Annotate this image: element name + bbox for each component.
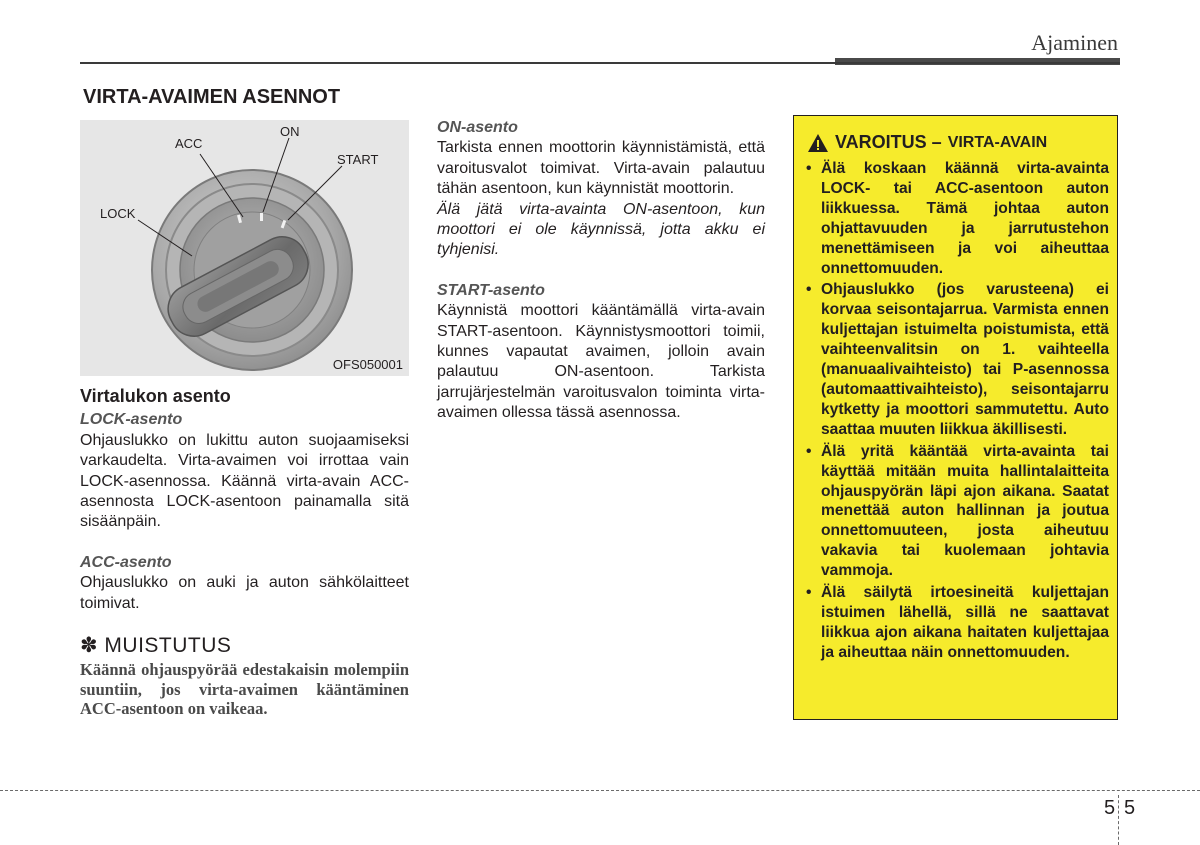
warning-title-sub: VIRTA-AVAIN xyxy=(947,133,1048,151)
warning-triangle-icon xyxy=(807,133,829,153)
acc-position-text: Ohjauslukko on auki ja auton sähkölaitteet toimivat. xyxy=(80,574,409,612)
warning-item: • Älä yritä kääntää virta-avainta tai käyttää mitään muita hallintalaitteita ohjauspyörän läpi ajon aikana. Saatat menettää auton hallinnan ja joutua onnettomuuteen, josta aiheutuu vakavia tai kuolemaan johtavia vammoja. xyxy=(803,442,1109,581)
note-text: Käännä ohjauspyörää edestakaisin molempiin suuntiin, jos virta-avaimen kääntäminen ACC-asentoon on vaikeaa. xyxy=(80,660,409,719)
acc-position-title: ACC-asento xyxy=(80,553,172,571)
warning-box xyxy=(793,115,1118,720)
middle-column xyxy=(437,118,765,424)
lock-position-title: LOCK-asento xyxy=(80,411,183,429)
warning-list xyxy=(803,159,1109,663)
figure-code: OFS050001 xyxy=(332,357,403,372)
warning-title-main: VAROITUS – xyxy=(835,132,942,152)
section-title: VIRTA-AVAIMEN ASENNOT xyxy=(83,86,341,108)
page-number: 5 xyxy=(1124,797,1136,819)
left-column xyxy=(80,386,409,719)
on-position-title: ON-asento xyxy=(437,119,518,136)
warning-item: • Älä koskaan käännä virta-avainta LOCK- tai ACC-asentoon auton liikkuessa. Tämä johtaa auton ohjattavuuden ja jarrutustehon menettämiseen ja voi aiheuttaa onnettomuuden. xyxy=(803,159,1109,278)
page-number-separator xyxy=(1118,795,1119,845)
footer-rule xyxy=(0,790,1200,791)
warning-title xyxy=(807,132,1109,153)
lock-position-text: Ohjauslukko on lukittu auton suojaamiseksi varkaudelta. Virta-avaimen voi irrottaa vain LOCK-asennossa. Käännä virta-avain ACC-asennosta LOCK-asentoon painamalla sitä sisäänpäin. xyxy=(80,431,409,531)
chapter-title: Ajaminen xyxy=(1031,30,1118,55)
warning-item: • Ohjauslukko (jos varusteena) ei korvaa seisontajarrua. Varmista ennen kuljettajan istuimelta poistumista, että vaihteenvalitsin on 1. vaihteella (manuaalivaihteisto) tai P-asennossa (automaattivaihteisto), seisontajarru kytketty ja moottori sammutettu. Auto saattaa muuten liikkua äkillisesti. xyxy=(803,280,1109,439)
label-on: ON xyxy=(280,124,300,139)
label-lock: LOCK xyxy=(100,206,136,221)
on-position-text: Tarkista ennen moottorin käynnistämistä, että varoitusvalot toimivat. Virta-avain palautuu tähän asentoon, kun käynnistät moottorin. xyxy=(437,139,765,198)
start-position-title: START-asento xyxy=(437,281,545,299)
ignition-figure xyxy=(80,120,409,376)
start-position-text: Käynnistä moottori kääntämällä virta-avain START-asentoon. Käynnistysmoottori toimii, kunnes vapautat avaimen, jolloin avain palautuu ON-asentoon. Tarkista jarrujärjestelmän varoitusvalon toiminta virta-avaimen ollessa tässä asennossa. xyxy=(437,302,765,422)
subsection-heading: Virtalukon asento xyxy=(80,386,231,406)
label-acc: ACC xyxy=(175,136,203,151)
section-number: 5 xyxy=(1104,797,1116,819)
on-position-caution: Älä jätä virta-avainta ON-asentoon, kun moottori ei ole käynnissä, jotta akku ei tyhjenisi. xyxy=(437,200,765,259)
header-rule xyxy=(80,62,1120,64)
note-title: ✽ MUISTUTUS xyxy=(80,634,232,658)
warning-item: • Älä säilytä irtoesineitä kuljettajan istuimen lähellä, sillä ne saattavat liikkua ajon aikana haitaten kuljettajaa ja aiheuttaa näin onnettomuuden. xyxy=(803,583,1109,663)
label-start: START xyxy=(337,152,379,167)
